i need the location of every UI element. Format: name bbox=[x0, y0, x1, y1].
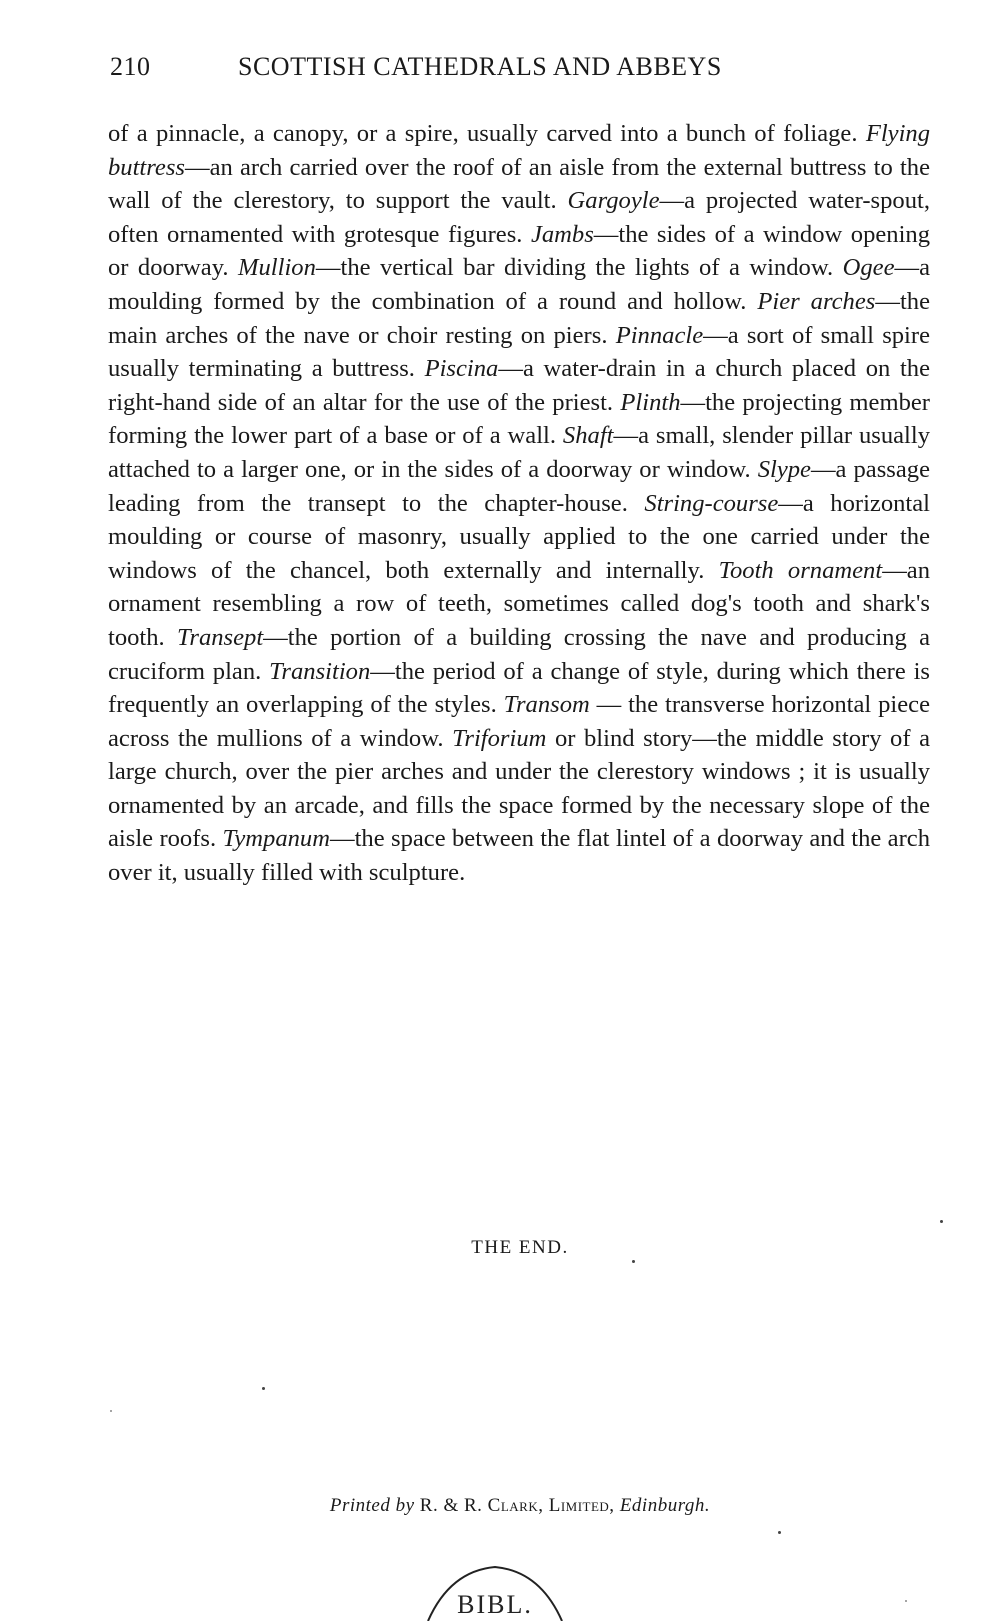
glossary-term: Transition bbox=[269, 657, 371, 685]
glossary-definition: —a passage leading from the transept to the chapter-house. bbox=[108, 455, 930, 517]
paper-speck bbox=[632, 1260, 635, 1263]
glossary-definition: —an arch carried over the roof of an aisle from the external buttress to the wall of the clerestory, to support the vault. bbox=[108, 153, 930, 215]
glossary-term: Pinnacle bbox=[615, 321, 704, 349]
glossary-term: Mullion bbox=[238, 254, 316, 282]
glossary-definition: —a horizontal moulding or course of masonry, usually applied to the one carried under the windows of the chancel, both externally and internally. bbox=[108, 489, 931, 584]
imprint-printer: R. & R. Clark, Limited, bbox=[419, 1495, 615, 1516]
running-title: SCOTTISH CATHEDRALS AND ABBEYS bbox=[238, 52, 722, 81]
glossary-definition: —a sort of small spire usually terminating a buttress. bbox=[108, 321, 930, 383]
glossary-definition: —the projecting member forming the lower part of a base or of a wall. bbox=[108, 388, 930, 450]
glossary-term: Plinth bbox=[620, 388, 681, 416]
paper-speck bbox=[940, 1220, 943, 1223]
glossary-term: Pier arches bbox=[757, 287, 876, 315]
glossary-term: Piscina bbox=[424, 355, 499, 383]
glossary-term: Jambs bbox=[530, 220, 594, 248]
glossary-definition: —a water-drain in a church placed on the right-hand side of an altar for the use of the priest. bbox=[108, 355, 930, 416]
glossary-term: Tympanum bbox=[222, 825, 330, 853]
glossary-term: Shaft bbox=[562, 422, 614, 450]
printer-imprint bbox=[0, 1495, 1000, 1517]
glossary-definition: —the main arches of the nave or choir resting on piers. bbox=[108, 287, 930, 349]
page-header bbox=[110, 52, 930, 88]
glossary-definition: —the vertical bar dividing the lights of a window. bbox=[315, 254, 834, 282]
glossary-term: Triforium bbox=[452, 724, 547, 752]
glossary-definition: —an ornament resembling a row of teeth, sometimes called dog's tooth and shark's tooth. bbox=[108, 556, 930, 651]
paper-speck bbox=[262, 1387, 265, 1390]
glossary-definition: —the sides of a window opening or doorway. bbox=[108, 220, 931, 282]
glossary-definition: —the portion of a building crossing the nave and producing a cruciform plan. bbox=[108, 623, 930, 685]
glossary-definition: or blind story—the middle story of a large church, over the pier arches and under the clerestory windows ; it is usually ornamented by an arcade, and fills the space formed by the necessary slope of the aisle roofs. bbox=[108, 724, 930, 853]
imprint-place: Edinburgh. bbox=[619, 1495, 711, 1516]
stamp-text: BIBL. bbox=[457, 1590, 533, 1619]
page-number: 210 bbox=[110, 52, 151, 81]
glossary-definition: —a projected water-spout, often ornamented with grotesque figures. bbox=[108, 187, 930, 248]
glossary-definition: —a moulding formed by the combination of a round and hollow. bbox=[108, 254, 930, 315]
glossary-term: Gargoyle bbox=[567, 187, 660, 215]
glossary-definition: —the period of a change of style, during which there is frequently an overlapping of the styles. bbox=[108, 657, 930, 719]
paper-speck bbox=[110, 1410, 112, 1412]
glossary-definition: —a small, slender pillar usually attached to a larger one, or in the sides of a doorway or window. bbox=[108, 422, 930, 483]
glossary-lead: of a pinnacle, a canopy, or a spire, usually carved into a bunch of foliage. bbox=[108, 120, 858, 147]
glossary-term: Transept bbox=[177, 623, 264, 651]
paper-speck bbox=[905, 1600, 907, 1602]
glossary-term: Ogee bbox=[842, 254, 895, 282]
library-stamp bbox=[420, 1565, 570, 1621]
glossary-text bbox=[108, 117, 930, 890]
glossary-definition: — the transverse horizontal piece across the mullions of a window. bbox=[108, 691, 930, 752]
imprint-printed-by: Printed by bbox=[329, 1495, 415, 1516]
the-end-heading: THE END. bbox=[471, 1237, 569, 1258]
glossary-term: String-course bbox=[644, 489, 779, 517]
glossary-definition: —the space between the flat lintel of a doorway and the arch over it, usually filled with sculpture. bbox=[108, 825, 930, 887]
glossary-term: Transom bbox=[503, 691, 590, 719]
glossary-term: Flying buttress bbox=[108, 120, 931, 181]
paper-speck bbox=[778, 1531, 781, 1534]
glossary-term: Tooth ornament bbox=[718, 556, 883, 584]
glossary-term: Slype bbox=[757, 455, 811, 483]
